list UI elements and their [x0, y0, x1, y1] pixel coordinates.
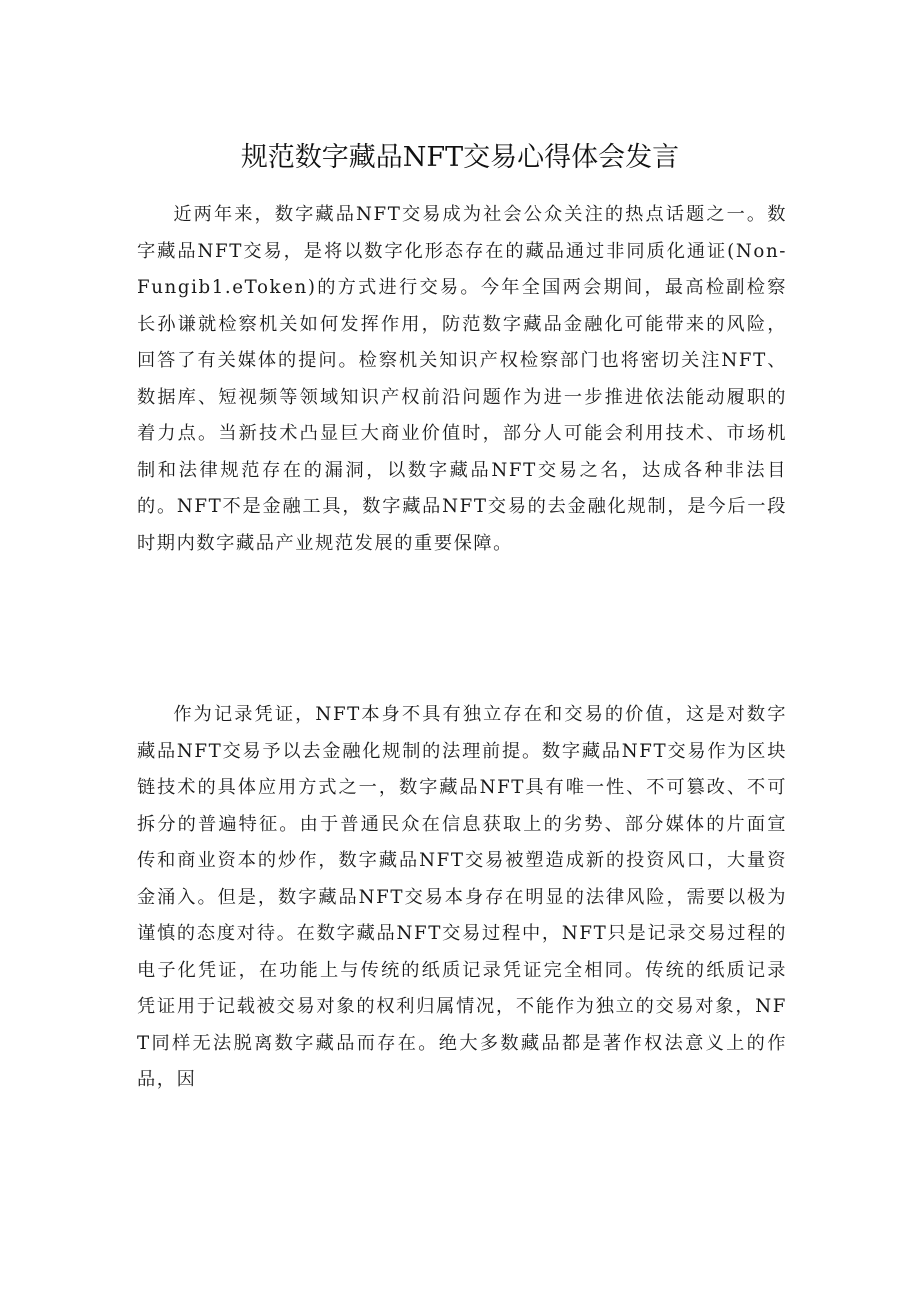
paragraph-1: 近两年来，数字藏品NFT交易成为社会公众关注的热点话题之一。数字藏品NFT交易，是将以数字化形态存在的藏品通过非同质化通证(Non-Fungib1.eToken)的方式进行交易。今年全国两会期间，最高检副检察长孙谦就检察机关如何发挥作用，防范数字藏品金融化可能带来的风险，回答了有关媒体的提问。检察机关知识产权检察部门也将密切关注NFT、数据库、短视频等领域知识产权前沿问题作为进一步推进依法能动履职的着力点。当新技术凸显巨大商业价值时，部分人可能会利用技术、市场机制和法律规范存在的漏洞，以数字藏品NFT交易之名，达成各种非法目的。NFT不是金融工具，数字藏品NFT交易的去金融化规制，是今后一段时期内数字藏品产业规范发展的重要保障。 [137, 204, 787, 554]
paragraph-2: 作为记录凭证，NFT本身不具有独立存在和交易的价值，这是对数字藏品NFT交易予以去金融化规制的法理前提。数字藏品NFT交易作为区块链技术的具体应用方式之一，数字藏品NFT具有唯一性、不可篡改、不可拆分的普遍特征。由于普通民众在信息获取上的劣势、部分媒体的片面宣传和商业资本的炒作，数字藏品NFT交易被塑造成新的投资风口，大量资金涌入。但是，数字藏品NFT交易本身存在明显的法律风险，需要以极为谨慎的态度对待。在数字藏品NFT交易过程中，NFT只是记录交易过程的电子化凭证，在功能上与传统的纸质记录凭证完全相同。传统的纸质记录凭证用于记载被交易对象的权利归属情况，不能作为独立的交易对象，NFT同样无法脱离数字藏品而存在。绝大多数藏品都是著作权法意义上的作品，因 [137, 704, 787, 1090]
document-title: 规范数字藏品NFT交易心得体会发言 [240, 142, 680, 173]
